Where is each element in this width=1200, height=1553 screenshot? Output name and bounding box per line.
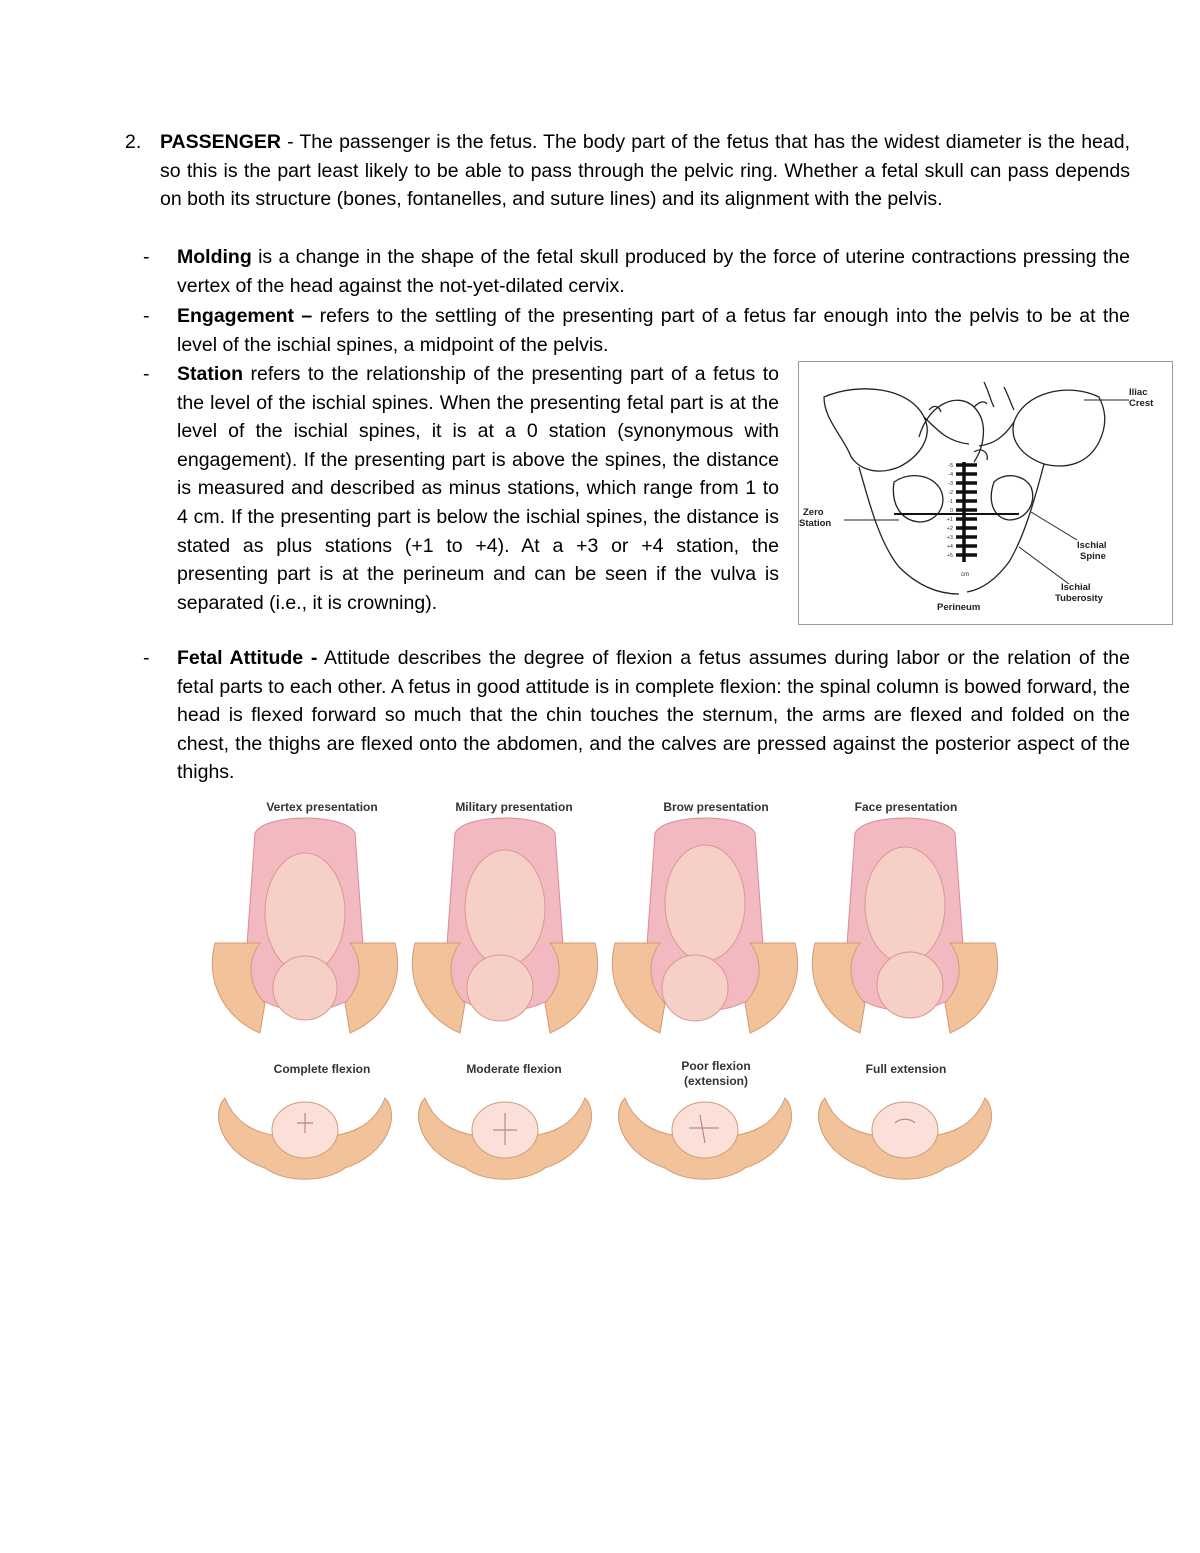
face-presentation-title: Face presentation [854, 800, 958, 814]
passenger-paragraph [160, 128, 1130, 214]
presentation-figure [205, 793, 1005, 1203]
full-extension-caption: Full extension [865, 1062, 947, 1076]
zero-station-label: Zero [803, 507, 824, 518]
zero-station-label-2: Station [799, 518, 832, 529]
list-number: 2. [125, 131, 142, 153]
military-presentation-title: Military presentation [455, 800, 573, 814]
complete-flexion-caption: Complete flexion [273, 1062, 371, 1076]
iliac-crest-label-2: Crest [1129, 398, 1154, 409]
station-figure [798, 361, 1173, 625]
brow-presentation-illustration [612, 818, 797, 1179]
vertex-presentation-illustration [212, 818, 397, 1179]
station-text: refers to the relationship of the presenting part of a fetus to the level of the ischial spines. When the presenting fetal part is at the level of the ischial spines, it is at a 0 station (synonymous with engagement). If the presenting part is above the spines, the distance is measured and described as minus stations, which range from 1 to 4 cm. If the presenting part is below the ischial spines, the distance is stated as plus stations (+1 to +4). At a +3 or +4 station, the presenting part is at the perineum and can be seen if the vulva is separated (i.e., it is crowning). [177, 363, 779, 614]
svg-text:-2: -2 [948, 490, 953, 496]
engagement-paragraph [177, 302, 1130, 359]
passenger-text: - The passenger is the fetus. The body part of the fetus that has the widest diameter is the head, so this is the part least likely to be able to pass through the pelvic ring. Whether a fetal skull can pass depends on both its structure (bones, fontanelles, and suture lines) and its alignment with the pelvis. [160, 131, 1130, 211]
military-presentation-illustration [412, 818, 597, 1179]
attitude-text: Attitude describes the degree of flexion a fetus assumes during labor or the relation of the fetal parts to each other. A fetus in good attitude is in complete flexion: the spinal column is bowed forward, the head is flexed forward so much that the chin touches the sternum, the arms are flexed and folded on the chest, the thighs are flexed onto the abdomen, and the calves are pressed against the posterior aspect of the thighs. [177, 647, 1130, 784]
bullet-dash: - [143, 647, 150, 669]
bullet-dash: - [143, 246, 150, 268]
ischial-spine-label: Ischial [1077, 540, 1107, 551]
molding-term: Molding [177, 246, 252, 268]
station-scale [956, 462, 977, 562]
svg-text:+4: +4 [946, 544, 953, 550]
molding-text: is a change in the shape of the fetal skull produced by the force of uterine contractions pressing the vertex of the head against the not-yet-dilated cervix. [177, 246, 1130, 297]
poor-flexion-caption: Poor flexion [681, 1059, 751, 1073]
passenger-term: PASSENGER [160, 131, 281, 153]
poor-flexion-caption-2: (extension) [683, 1074, 749, 1088]
attitude-term: Fetal Attitude - [177, 647, 318, 669]
station-term: Station [177, 363, 244, 385]
cm-label: cm [961, 572, 969, 578]
attitude-paragraph [177, 644, 1130, 787]
vertex-presentation-title: Vertex presentation [266, 800, 378, 814]
face-presentation-illustration [812, 818, 997, 1179]
iliac-crest-label: Iliac [1129, 387, 1148, 398]
svg-text:+3: +3 [946, 535, 953, 541]
station-pelvis-illustration [799, 362, 1172, 624]
moderate-flexion-caption: Moderate flexion [466, 1062, 562, 1076]
svg-text:0: 0 [949, 508, 953, 514]
svg-text:+1: +1 [946, 517, 953, 523]
svg-text:-4: -4 [948, 472, 953, 478]
svg-text:-3: -3 [948, 481, 953, 487]
ischial-spine-label-2: Spine [1080, 551, 1106, 562]
engagement-text: refers to the settling of the presenting part of a fetus far enough into the pelvis to be at the level of the ischial spines, a midpoint of the pelvis. [177, 305, 1130, 356]
molding-paragraph [177, 243, 1130, 300]
presentation-illustration [205, 793, 1005, 1203]
bullet-dash: - [143, 363, 150, 385]
ischial-tuberosity-label: Ischial [1061, 582, 1091, 593]
svg-text:-1: -1 [948, 499, 953, 505]
station-paragraph [177, 360, 779, 617]
svg-text:+2: +2 [946, 526, 953, 532]
brow-presentation-title: Brow presentation [663, 800, 769, 814]
engagement-term: Engagement – [177, 305, 313, 327]
bullet-dash: - [143, 305, 150, 327]
svg-text:-5: -5 [948, 463, 953, 469]
svg-text:+5: +5 [946, 553, 953, 559]
ischial-tuberosity-label-2: Tuberosity [1055, 593, 1103, 604]
perineum-label: Perineum [937, 602, 981, 613]
